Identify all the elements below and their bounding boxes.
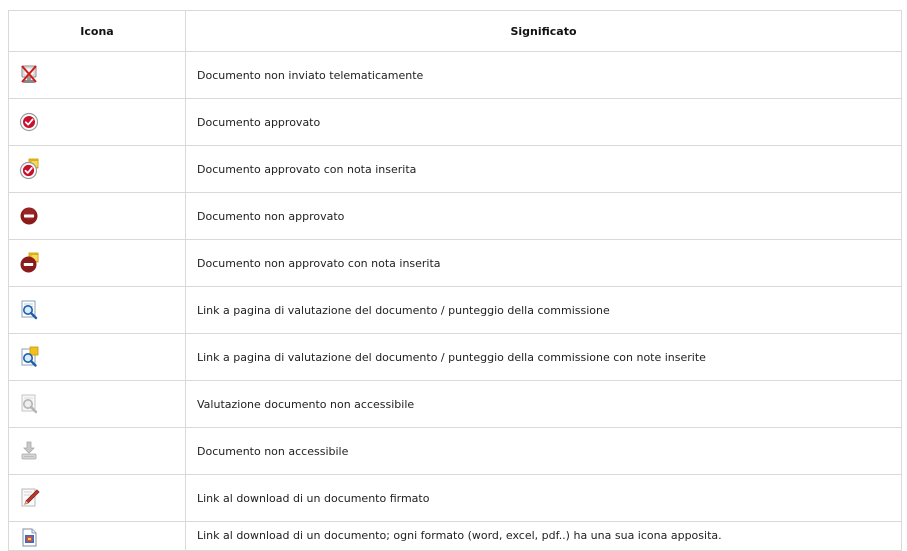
magnifier-page-icon[interactable] [19, 299, 41, 321]
check-circle-icon [19, 111, 41, 133]
row-description: Documento approvato con nota inserita [186, 146, 902, 193]
magnifier-page-note-icon[interactable] [19, 346, 41, 368]
row-description: Documento non accessibile [186, 428, 902, 475]
row-description: Documento approvato [186, 99, 902, 146]
row-description: Valutazione documento non accessibile [186, 381, 902, 428]
row-description: Link al download di un documento; ogni formato (word, excel, pdf..) ha una sua icona apposita. [197, 529, 722, 542]
row-description: Documento non approvato con nota inserita [186, 240, 902, 287]
table-row [9, 193, 902, 240]
row-description: Documento non inviato telematicamente [186, 52, 902, 99]
table-row [9, 475, 902, 522]
row-description: Link a pagina di valutazione del documento / punteggio della commissione con note inserite [186, 334, 902, 381]
check-circle-note-icon [19, 158, 41, 180]
monitor-crossed-icon [19, 64, 41, 86]
table-row [9, 240, 902, 287]
icon-legend-table [8, 10, 902, 551]
table-row [9, 146, 902, 193]
header-meaning: Significato [186, 11, 902, 52]
table-row [9, 52, 902, 99]
table-row [9, 99, 902, 146]
table-header-row [9, 11, 902, 52]
document-file-icon[interactable] [19, 527, 41, 549]
row-description: Documento non approvato [186, 193, 902, 240]
minus-circle-icon [19, 205, 41, 227]
table-row [9, 287, 902, 334]
row-description: Link a pagina di valutazione del documento / punteggio della commissione [186, 287, 902, 334]
header-icon: Icona [9, 11, 186, 52]
table-row [9, 428, 902, 475]
row-description: Link al download di un documento firmato [186, 475, 902, 522]
pencil-signed-icon[interactable] [19, 487, 41, 509]
table-row [9, 381, 902, 428]
magnifier-page-disabled-icon [19, 393, 41, 415]
table-row [9, 522, 902, 551]
minus-circle-note-icon [19, 252, 41, 274]
download-disabled-icon [19, 440, 41, 462]
table-row [9, 334, 902, 381]
